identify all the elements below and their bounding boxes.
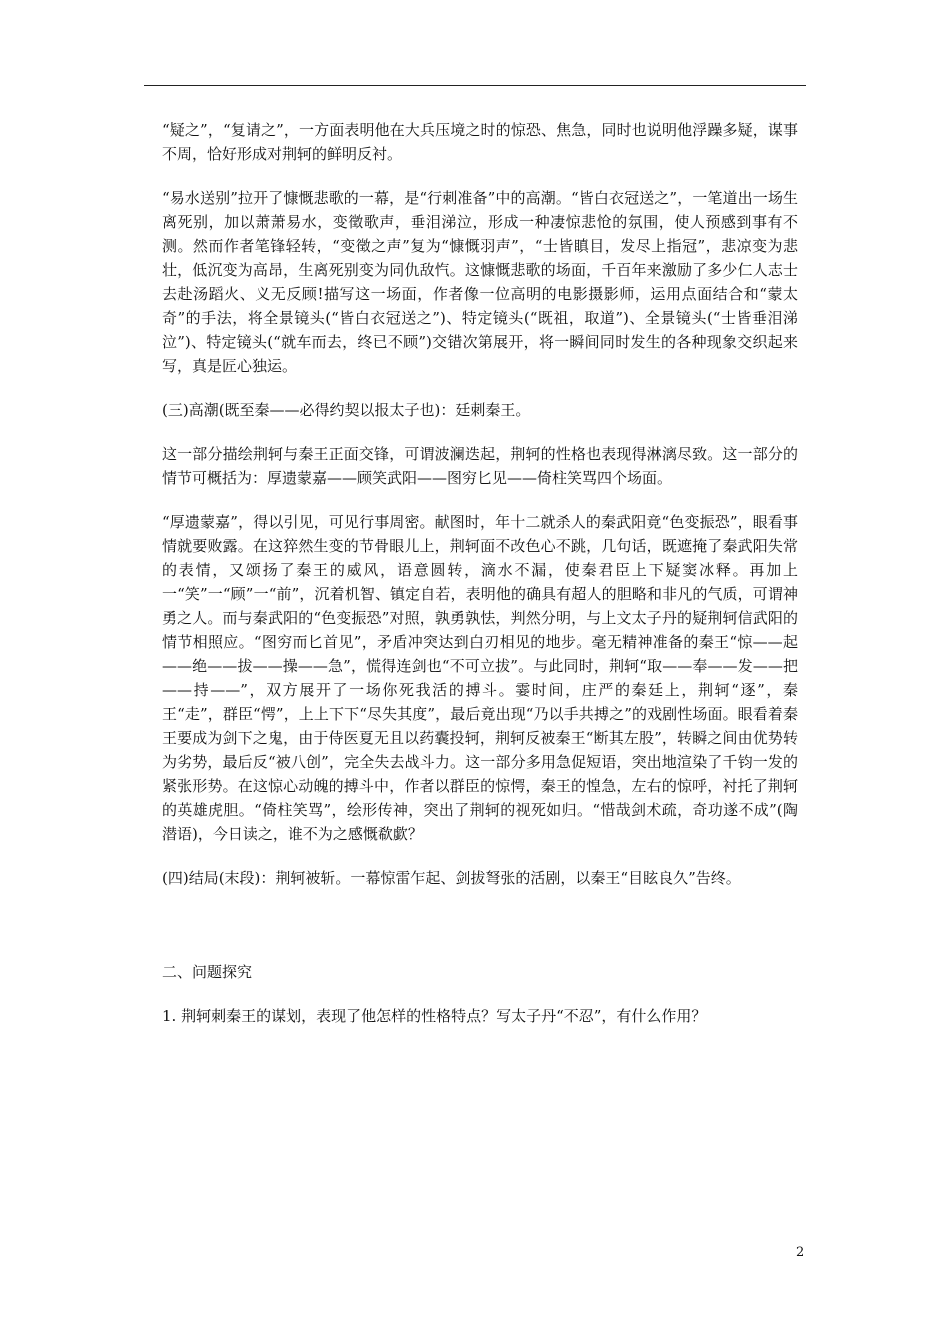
document-body	[162, 118, 798, 1048]
paragraph-5: “厚遗蒙嘉”，得以引见，可见行事周密。献图时，年十二就杀人的秦武阳竟“色变振恐”，眼看事情就要败露。在这猝然生变的节骨眼儿上，荆轲面不改色心不跳，几句话，既遮掩了秦武阳失常的表情，又颂扬了秦王的威风，语意圆转，滴水不漏，使秦君臣上下疑窦冰释。再加上一“笑”一“顾”一“前”，沉着机智、镇定自若，表明他的确具有超人的胆略和非凡的气质，可谓神勇之人。而与秦武阳的“色变振恐”对照，孰勇孰怯，判然分明，与上文太子丹的疑荆轲信武阳的情节相照应。“图穷而匕首见”，矛盾冲突达到白刃相见的地步。毫无精神准备的秦王“惊——起——绝——拔——操——急”，慌得连剑也“不可立拔”。与此同时，荆轲“取——奉——发——把——持——”，双方展开了一场你死我活的搏斗。霎时间，庄严的秦廷上，荆轲“逐”，秦王“走”，群臣“愕”，上上下下“尽失其度”，最后竟出现“乃以手共搏之”的戏剧性场面。眼看着秦王要成为剑下之鬼，由于侍医夏无且以药囊投轲，荆轲反被秦王“断其左股”，转瞬之间由优势转为劣势，最后反“被八创”，完全失去战斗力。这一部分多用急促短语，突出地渲染了千钧一发的紧张形势。在这惊心动魄的搏斗中，作者以群臣的惊愕，秦王的惶急，左右的惊呼，衬托了荆轲的英雄虎胆。“倚柱笑骂”，绘形传神，突出了荆轲的视死如归。“惜哉剑术疏，奇功遂不成”(陶潜语)，今日读之，谁不为之感慨欷歔？	[162, 513, 798, 843]
paragraph-4: 这一部分描绘荆轲与秦王正面交锋，可谓波澜迭起，荆轲的性格也表现得淋漓尽致。这一部分的情节可概括为：厚遗蒙嘉——顾笑武阳——图穷匕见——倚柱笑骂四个场面。	[162, 445, 798, 487]
paragraph-2: “易水送别”拉开了慷慨悲歌的一幕，是“行刺准备”中的高潮。“皆白衣冠送之”，一笔道出一场生离死别，加以萧萧易水，变徵歌声，垂泪涕泣，形成一种凄惊悲怆的氛围，使人预感到事有不测。然而作者笔锋轻转，“变徵之声”复为“慷慨羽声”，“士皆瞋目，发尽上指冠”，悲凉变为悲壮，低沉变为高昂，生离死别变为同仇敌忾。这慷慨悲歌的场面，千百年来激励了多少仁人志士去赴汤蹈火、义无反顾!描写这一场面，作者像一位高明的电影摄影师，运用点面结合和“蒙太奇”的手法，将全景镜头(“皆白衣冠送之”)、特定镜头(“既祖，取道”)、全景镜头(“士皆垂泪涕泣”)、特定镜头(“就车而去，终已不顾”)交错次第展开，将一瞬间同时发生的各种现象交织起来写，真是匠心独运。	[162, 189, 798, 375]
paragraph-1: “疑之”，“复请之”，一方面表明他在大兵压境之时的惊恐、焦急，同时也说明他浮躁多疑，谋事不周，恰好形成对荆轲的鲜明反衬。	[162, 121, 798, 163]
question-1: 1. 荆轲刺秦王的谋划，表现了他怎样的性格特点？写太子丹“不忍”，有什么作用？	[162, 1007, 707, 1025]
section-heading: 二、问题探究	[162, 963, 253, 981]
page-number: 2	[796, 1245, 805, 1260]
header-rule	[144, 85, 806, 86]
paragraph-6: (四)结局(末段)：荆轲被斩。一幕惊雷乍起、剑拔弩张的活剧，以秦王“目眩良久”告终。	[162, 869, 741, 887]
paragraph-3: (三)高潮(既至秦——必得约契以报太子也)：廷刺秦王。	[162, 401, 531, 419]
